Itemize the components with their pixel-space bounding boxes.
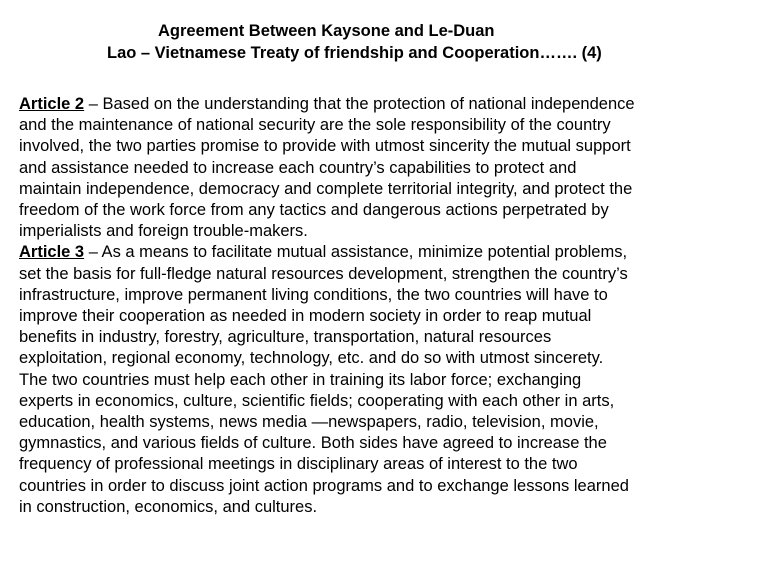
article-2-line: freedom of the work force from any tactics and dangerous actions perpetrated by <box>19 201 609 220</box>
article-2-line: and the maintenance of national security are the sole responsibility of the country <box>19 116 611 135</box>
article-3-line: countries in order to discuss joint action programs and to exchange lessons learned <box>19 476 629 495</box>
article-2-line: imperialists and foreign trouble-makers. <box>19 222 308 241</box>
article-3-line: education, health systems, news media —newspapers, radio, television, movie, <box>19 413 599 432</box>
article-2-label: Article 2 <box>19 95 85 113</box>
article-3-line-1 <box>19 242 763 263</box>
article-3-line: benefits in industry, forestry, agriculture, transportation, natural resources <box>19 328 552 347</box>
article-2-line: and assistance needed to increase each country’s capabilities to protect and <box>19 158 577 177</box>
article-3-line: improve their cooperation as needed in modern society in order to reap mutual <box>19 307 592 326</box>
document-title: Agreement Between Kaysone and Le-Duan <box>158 22 495 40</box>
article-2-line: involved, the two parties promise to provide with utmost sincerity the mutual support <box>19 137 631 156</box>
article-3-line: The two countries must help each other in training its labor force; exchanging <box>19 370 582 389</box>
article-3-text: – As a means to facilitate mutual assistance, minimize potential problems, <box>84 243 628 262</box>
document-subtitle: Lao – Vietnamese Treaty of friendship and Cooperation……. (4) <box>107 44 602 62</box>
article-3-line: in construction, economics, and cultures. <box>19 497 318 516</box>
article-2-text: – Based on the understanding that the protection of national independence <box>84 95 635 113</box>
article-3-line: gymnastics, and various fields of culture. Both sides have agreed to increase the <box>19 434 607 453</box>
article-3-line: set the basis for full-fledge natural resources development, strengthen the country’s <box>19 264 628 283</box>
article-3-line: frequency of professional meetings in disciplinary areas of interest to the two <box>19 455 578 474</box>
article-3-label: Article 3 <box>19 243 85 262</box>
article-2-line-1 <box>19 94 763 115</box>
article-3-line: experts in economics, culture, scientific fields; cooperating with each other in arts, <box>19 391 615 410</box>
article-3-line: infrastructure, improve permanent living conditions, the two countries will have to <box>19 285 608 304</box>
article-2-line: maintain independence, democracy and complete territorial integrity, and protect the <box>19 179 633 198</box>
article-3-line: exploitation, regional economy, technology, etc. and do so with utmost sincerety. <box>19 349 604 368</box>
document-body <box>19 94 763 518</box>
